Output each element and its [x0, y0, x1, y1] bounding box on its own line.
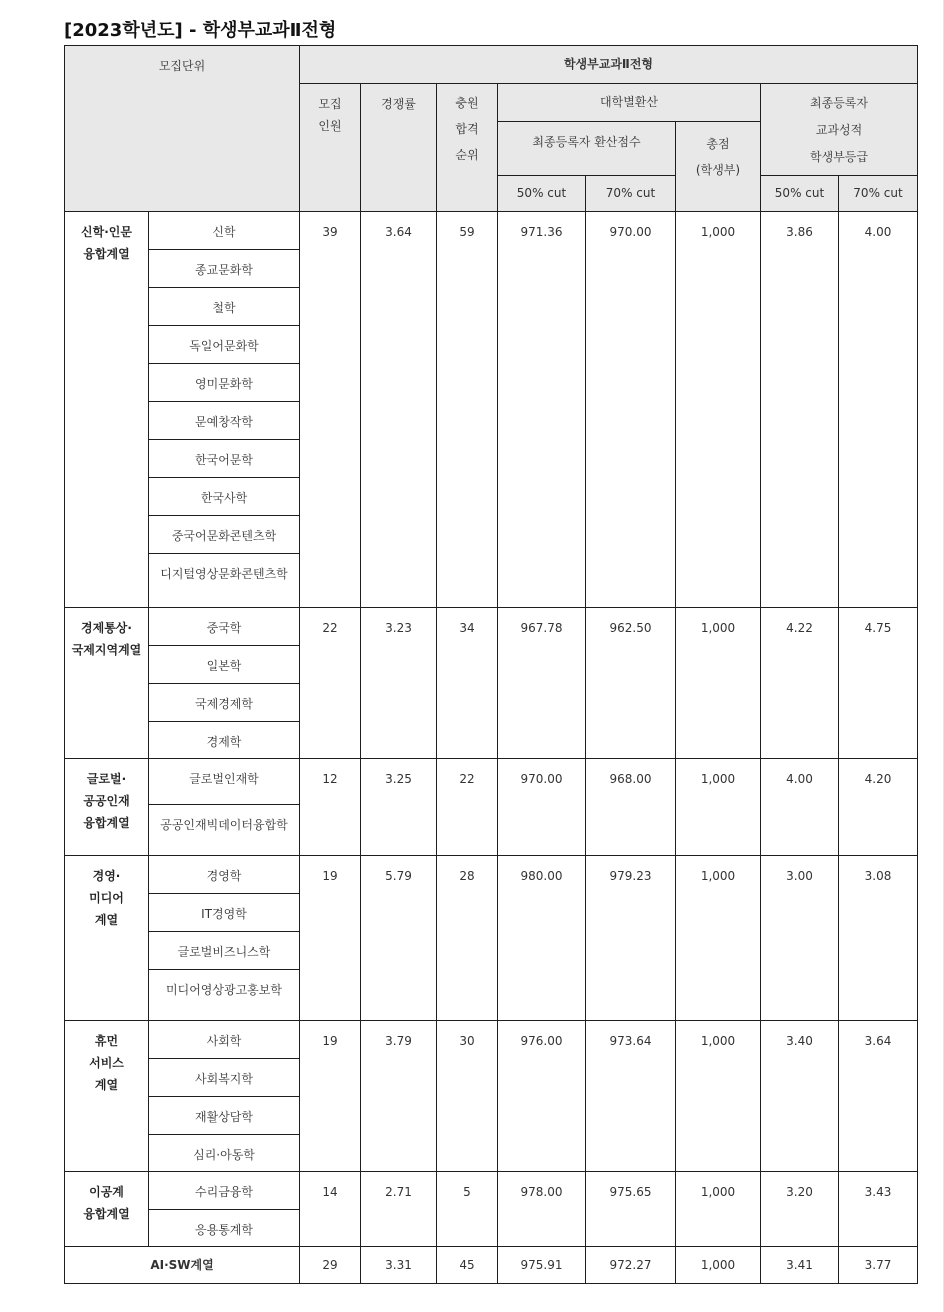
- grade-cut70-value: 3.64: [839, 1021, 918, 1172]
- grade-cut70-value: 4.20: [839, 759, 918, 856]
- waitlist-value: 28: [437, 856, 498, 1021]
- grade-cut70-value: 4.75: [839, 608, 918, 759]
- department-name: 수리금융학: [149, 1172, 300, 1210]
- header-competition: 경쟁률: [361, 84, 437, 212]
- competition-value: 3.64: [361, 212, 437, 608]
- quota-value: 12: [300, 759, 361, 856]
- score-cut50-value: 971.36: [498, 212, 586, 608]
- department-name: 일본학: [149, 646, 300, 684]
- department-name: 신학: [149, 212, 300, 250]
- ai-sw-grade50-value: 3.41: [761, 1247, 839, 1284]
- total-score-value: 1,000: [676, 212, 761, 608]
- department-name: 한국어문학: [149, 440, 300, 478]
- department-name: 디지털영상문화콘텐츠학: [149, 554, 300, 608]
- competition-value: 2.71: [361, 1172, 437, 1247]
- quota-value: 14: [300, 1172, 361, 1247]
- department-name: 경제학: [149, 722, 300, 759]
- department-name: 재활상담학: [149, 1097, 300, 1135]
- department-name: 국제경제학: [149, 684, 300, 722]
- score-cut70-value: 973.64: [586, 1021, 676, 1172]
- quota-value: 22: [300, 608, 361, 759]
- header-final-grade: 최종등록자 교과성적 학생부등급: [761, 84, 918, 176]
- grade-cut70-value: 3.43: [839, 1172, 918, 1247]
- header-grade-cut50: 50% cut: [761, 176, 839, 212]
- score-cut50-value: 976.00: [498, 1021, 586, 1172]
- department-name: 독일어문화학: [149, 326, 300, 364]
- grade-cut50-value: 4.22: [761, 608, 839, 759]
- header-admission-type: 학생부교과Ⅱ전형: [300, 46, 918, 84]
- quota-value: 39: [300, 212, 361, 608]
- grade-cut50-value: 3.40: [761, 1021, 839, 1172]
- group-name: 신학·인문 융합계열: [65, 212, 149, 608]
- header-grade-cut70: 70% cut: [839, 176, 918, 212]
- score-cut70-value: 970.00: [586, 212, 676, 608]
- department-name: IT경영학: [149, 894, 300, 932]
- score-cut70-value: 968.00: [586, 759, 676, 856]
- grade-cut70-value: 4.00: [839, 212, 918, 608]
- header-score-cut50: 50% cut: [498, 176, 586, 212]
- competition-value: 3.79: [361, 1021, 437, 1172]
- grade-cut50-value: 4.00: [761, 759, 839, 856]
- department-name: 문예창작학: [149, 402, 300, 440]
- department-name: 미디어영상광고홍보학: [149, 970, 300, 1021]
- group-name: 경영· 미디어 계열: [65, 856, 149, 1021]
- quota-value: 19: [300, 856, 361, 1021]
- waitlist-value: 34: [437, 608, 498, 759]
- header-final-score: 최종등록자 환산점수: [498, 122, 676, 176]
- department-name: 경영학: [149, 856, 300, 894]
- department-name: 영미문화학: [149, 364, 300, 402]
- admission-results-table: [64, 45, 918, 1284]
- competition-value: 5.79: [361, 856, 437, 1021]
- department-name: 심리·아동학: [149, 1135, 300, 1172]
- table-row-ai-sw: [65, 1247, 918, 1284]
- department-name: 한국사학: [149, 478, 300, 516]
- grade-cut50-value: 3.20: [761, 1172, 839, 1247]
- group-name-ai-sw: AI·SW계열: [65, 1247, 300, 1284]
- header-unit: 모집단위: [65, 46, 300, 212]
- score-cut50-value: 967.78: [498, 608, 586, 759]
- grade-cut70-value: 3.08: [839, 856, 918, 1021]
- group-name: 글로벌· 공공인재 융합계열: [65, 759, 149, 856]
- score-cut50-value: 978.00: [498, 1172, 586, 1247]
- score-cut50-value: 980.00: [498, 856, 586, 1021]
- group-name: 경제통상· 국제지역계열: [65, 608, 149, 759]
- table-row: [65, 608, 918, 646]
- ai-sw-grade70-value: 3.77: [839, 1247, 918, 1284]
- page-title: [2023학년도] - 학생부교과Ⅱ전형: [64, 20, 337, 41]
- ai-sw-total-value: 1,000: [676, 1247, 761, 1284]
- waitlist-value: 30: [437, 1021, 498, 1172]
- ai-sw-waitlist-value: 45: [437, 1247, 498, 1284]
- department-name: 공공인재빅데이터융합학: [149, 805, 300, 856]
- header-row-1: [65, 46, 918, 84]
- table-body: [65, 46, 918, 1284]
- group-name: 휴먼 서비스 계열: [65, 1021, 149, 1172]
- header-university-score: 대학별환산: [498, 84, 761, 122]
- score-cut70-value: 975.65: [586, 1172, 676, 1247]
- department-name: 중국어문화콘텐츠학: [149, 516, 300, 554]
- header-waitlist: 충원 합격 순위: [437, 84, 498, 212]
- group-name: 이공계 융합계열: [65, 1172, 149, 1247]
- competition-value: 3.23: [361, 608, 437, 759]
- department-name: 사회학: [149, 1021, 300, 1059]
- ai-sw-quota-value: 29: [300, 1247, 361, 1284]
- department-name: 응용통계학: [149, 1210, 300, 1247]
- table-row: [65, 212, 918, 250]
- grade-cut50-value: 3.86: [761, 212, 839, 608]
- header-quota: 모집 인원: [300, 84, 361, 212]
- total-score-value: 1,000: [676, 1172, 761, 1247]
- score-cut50-value: 970.00: [498, 759, 586, 856]
- department-name: 종교문화학: [149, 250, 300, 288]
- department-name: 철학: [149, 288, 300, 326]
- waitlist-value: 22: [437, 759, 498, 856]
- department-name: 사회복지학: [149, 1059, 300, 1097]
- department-name: 중국학: [149, 608, 300, 646]
- table-row: [65, 1021, 918, 1059]
- waitlist-value: 59: [437, 212, 498, 608]
- total-score-value: 1,000: [676, 1021, 761, 1172]
- header-score-cut70: 70% cut: [586, 176, 676, 212]
- department-name: 글로벌비즈니스학: [149, 932, 300, 970]
- ai-sw-score50-value: 975.91: [498, 1247, 586, 1284]
- total-score-value: 1,000: [676, 856, 761, 1021]
- table-row: [65, 759, 918, 805]
- competition-value: 3.25: [361, 759, 437, 856]
- score-cut70-value: 962.50: [586, 608, 676, 759]
- quota-value: 19: [300, 1021, 361, 1172]
- ai-sw-score70-value: 972.27: [586, 1247, 676, 1284]
- total-score-value: 1,000: [676, 608, 761, 759]
- waitlist-value: 5: [437, 1172, 498, 1247]
- header-total: 총점 (학생부): [676, 122, 761, 212]
- table-row: [65, 1172, 918, 1210]
- total-score-value: 1,000: [676, 759, 761, 856]
- score-cut70-value: 979.23: [586, 856, 676, 1021]
- table-row: [65, 856, 918, 894]
- grade-cut50-value: 3.00: [761, 856, 839, 1021]
- department-name: 글로벌인재학: [149, 759, 300, 805]
- ai-sw-competition-value: 3.31: [361, 1247, 437, 1284]
